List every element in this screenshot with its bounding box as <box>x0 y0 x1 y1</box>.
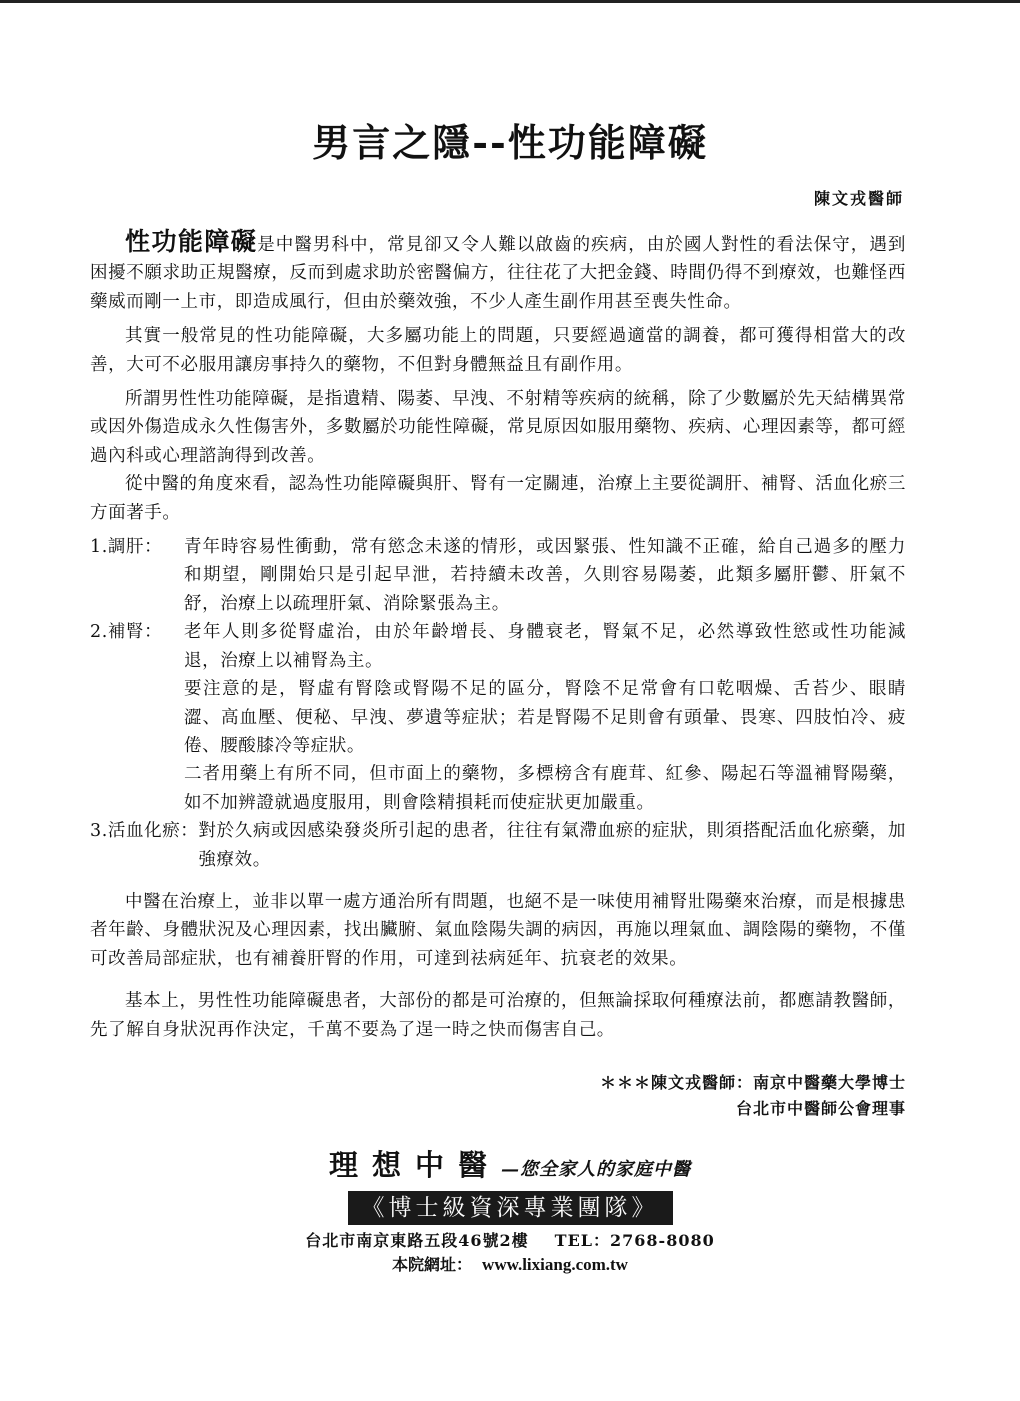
list-item-label: 3.活血化瘀： <box>90 821 199 842</box>
list-item-text: 對於久病或因感染發炎所引起的患者，往往有氣滯血瘀的症狀，則須搭配活血化瘀藥，加強療效。 <box>198 821 906 870</box>
author-name: 陳文戎醫師 <box>813 189 904 208</box>
list-item-label: 1.調肝： <box>90 537 163 558</box>
credit-line: ＊＊＊陳文戎醫師：南京中醫藥大學博士 <box>599 1073 906 1092</box>
credit-line: 台北市中醫師公會理事 <box>735 1099 906 1118</box>
list-item-label: 2.補腎： <box>90 622 163 643</box>
clinic-footer <box>0 1148 1020 1277</box>
brand-line <box>0 1148 1020 1187</box>
closing-paragraph: 中醫在治療上，並非以單一處方通治所有問題，也絕不是一味使用補腎壯陽藥來治療，而是根據患者年齡、身體狀況及心理因素，找出臟腑、氣血陰陽失調的病因，再施以理氣血、調陰陽的藥物，不僅可改善局部症狀，也有補養肝腎的作用，可達到祛病延年、抗衰老的效果。 <box>90 891 906 969</box>
clinic-address: 台北市南京東路五段46號2樓 <box>305 1231 529 1250</box>
list-item-text: 二者用藥上有所不同，但市面上的藥物，多標榜含有鹿茸、紅參、陽起石等溫補腎陽藥，如不加辨證就過度服用，則會陰精損耗而使症狀更加嚴重。 <box>184 764 906 813</box>
paragraph: 其實一般常見的性功能障礙，大多屬功能上的問題，只要經過適當的調養，都可獲得相當大的改善，大可不必服用讓房事持久的藥物，不但對身體無益且有副作用。 <box>90 326 906 375</box>
paragraph: 所謂男性性功能障礙，是指遺精、陽萎、早洩、不射精等疾病的統稱，除了少數屬於先天結構異常或因外傷造成永久性傷害外，多數屬於功能性障礙，常見原因如服用藥物、疾病、心理因素等，都可經過內科或心理諮詢得到改善。 <box>90 389 906 466</box>
list-item-kidney <box>90 618 906 817</box>
list-item-liver <box>90 533 906 618</box>
list-item-blood <box>90 817 906 874</box>
clinic-name: 理想中醫 <box>328 1148 501 1182</box>
list-item-text: 老年人則多從腎虛治，由於年齡增長、身體衰老，腎氣不足，必然導致性慾或性功能減退，治療上以補腎為主。 <box>184 622 906 671</box>
clinic-slogan: —您全家人的家庭中醫 <box>501 1159 691 1180</box>
article-title: 男言之隱--性功能障礙 <box>312 120 708 165</box>
paragraph: 從中醫的角度來看，認為性功能障礙與肝、腎有一定關連，治療上主要從調肝、補腎、活血化瘀三方面著手。 <box>90 474 906 523</box>
team-banner: 《博士級資深專業團隊》 <box>348 1191 673 1225</box>
list-item-text: 青年時容易性衝動，常有慾念未遂的情形，或因緊張、性知識不正確，給自己過多的壓力和期望，剛開始只是引起早泄，若持續未改善，久則容易陽萎，此類多屬肝鬱、肝氣不舒，治療上以疏理肝氣、消除緊張為主。 <box>184 537 906 614</box>
website-line <box>0 1253 1020 1277</box>
lead-term: 性功能障礙 <box>125 227 258 256</box>
intro-text: 是中醫男科中，常見卻又令人難以啟齒的疾病，由於國人對性的看法保守，遇到困擾不願求助正規醫療，反而到處求助於密醫偏方，往往花了大把金錢、時間仍得不到療效，也難怪西藥威而剛一上市，即造成風行，但由於藥效強，不少人產生副作用甚至喪失性命。 <box>90 235 906 312</box>
address-line <box>0 1229 1020 1253</box>
intro-paragraph <box>90 228 906 316</box>
clinic-phone: TEL：2768-8080 <box>554 1231 715 1250</box>
website-url: www.lixiang.com.tw <box>482 1255 628 1274</box>
closing-paragraph: 基本上，男性性功能障礙患者，大部份的都是可治療的，但無論採取何種療法前，都應請教醫師，先了解自身狀況再作決定，千萬不要為了逞一時之快而傷害自己。 <box>90 991 906 1040</box>
list-item-text: 要注意的是，腎虛有腎陰或腎陽不足的區分，腎陰不足常會有口乾咽燥、舌苔少、眼睛澀、高血壓、便秘、早洩、夢遺等症狀；若是腎陽不足則會有頭暈、畏寒、四肢怕冷、疲倦、腰酸膝冷等症狀。 <box>184 679 906 756</box>
website-label: 本院網址： <box>392 1255 473 1274</box>
article-body <box>90 228 906 1044</box>
top-border-line <box>0 0 1020 3</box>
author-credit <box>600 1070 906 1122</box>
